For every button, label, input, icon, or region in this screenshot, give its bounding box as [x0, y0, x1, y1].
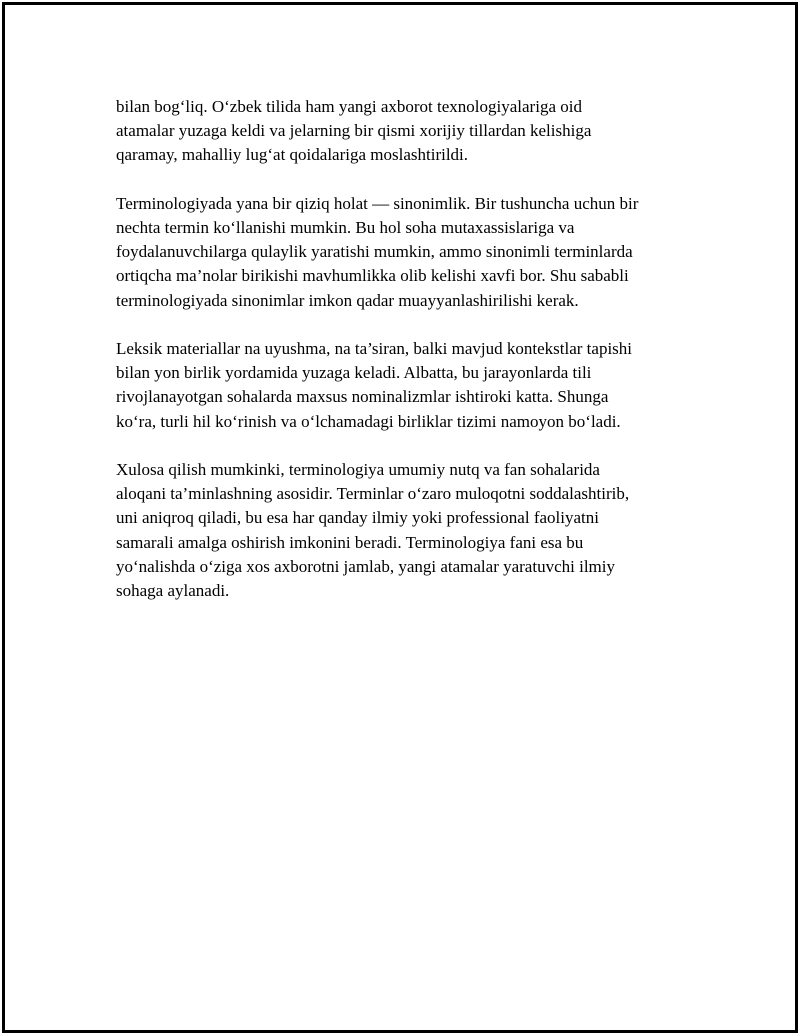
text-line: ko‘ra, turli hil ko‘rinish va o‘lchamadagi birliklar tizimi namoyon bo‘ladi. — [116, 411, 621, 431]
text-line: Terminologiyada yana bir qiziq holat — sinonimlik. Bir tushuncha uchun bir — [116, 193, 639, 213]
text-line: Leksik materiallar na uyushma, na ta’siran, balki mavjud kontekstlar tapishi — [116, 339, 633, 358]
paragraph-1 — [116, 95, 696, 168]
text-line: ortiqcha ma’nolar birikishi mavhumlikka olib kelishi xavfi bor. Shu sababli — [116, 266, 629, 286]
text-line: terminologiyada sinonimlar imkon qadar muayyanlashirilishi kerak. — [116, 290, 579, 310]
text-line: samarali amalga oshirish imkonini beradi. Terminologiya fani esa bu — [116, 532, 584, 552]
text-line: yo‘nalishda o‘ziga xos axborotni jamlab, yangi atamalar yaratuvchi ilmiy — [116, 556, 615, 576]
text-line: foydalanuvchilarga qulaylik yaratishi mumkin, ammo sinonimli terminlarda — [116, 242, 633, 262]
paragraph-2 — [116, 192, 696, 313]
text-line: bilan yon birlik yordamida yuzaga keladi. Albatta, bu jarayonlarda tili — [116, 363, 592, 383]
text-line: uni aniqroq qiladi, bu esa har qanday ilmiy yoki professional faoliyatni — [116, 508, 599, 528]
paragraph-3 — [116, 337, 696, 434]
text-line: aloqani ta’minlashning asosidir. Terminlar o‘zaro muloqotni soddalashtirib, — [116, 484, 630, 504]
text-line: nechta termin ko‘llanishi mumkin. Bu hol soha mutaxassislariga va — [116, 218, 575, 237]
text-line: sohaga aylanadi. — [116, 581, 230, 601]
text-line: Xulosa qilish mumkinki, terminologiya umumiy nutq va fan sohalarida — [116, 460, 600, 479]
text-line: qaramay, mahalliy lug‘at qoidalariga moslashtirildi. — [116, 145, 469, 165]
text-line: atamalar yuzaga keldi va jelarning bir qismi xorijiy tillardan kelishiga — [116, 121, 592, 141]
document-body — [116, 95, 696, 627]
text-line: rivojlanayotgan sohalarda maxsus nominalizmlar ishtiroki katta. Shunga — [116, 387, 609, 407]
paragraph-4 — [116, 458, 696, 603]
text-line: bilan bog‘liq. O‘zbek tilida ham yangi axborot texnologiyalariga oid — [116, 97, 582, 116]
